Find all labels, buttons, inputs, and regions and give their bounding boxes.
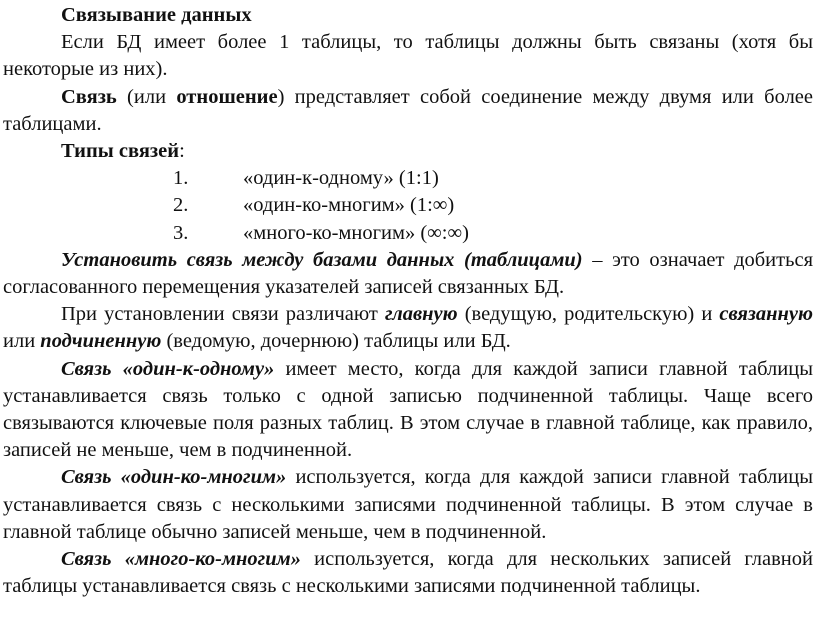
term-otnoshenie: отношение [176,85,278,108]
establish-text: – это означает добиться согласованного перемещения указателей записей связанных БД. [3,248,813,299]
list-item [3,165,813,192]
list-text: «один-к-одному» (1:1) [243,167,439,190]
term-one-to-many: Связь «один-ко-многим» [61,466,287,489]
text-or: (или [116,85,177,108]
term-main: главную [384,303,458,326]
relation-definition-text: ) представляет собой соединение между двумя или более таблицами. [3,85,813,135]
types-colon: : [179,140,185,163]
main-sub-text-2: (ведущую, родительскую) и [457,303,720,326]
term-subordinate: подчиненную [40,330,162,353]
many-to-many-text: используется, когда для нескольких записей главной таблицы устанавливается связь с несколькими записями подчиненной таблицы. [3,548,813,598]
document-page [3,2,813,600]
types-heading [3,138,813,165]
one-to-one-paragraph [3,356,813,465]
list-item [3,220,813,247]
main-sub-paragraph [3,301,813,355]
main-sub-text-1: При установлении связи различают [61,303,385,326]
list-number: 1. [173,167,189,190]
page-title: Связывание данных [61,4,252,26]
list-number: 3. [173,221,189,244]
one-to-many-paragraph [3,464,813,546]
one-to-many-text: используется, когда для каждой записи главной таблицы устанавливается связь с несколькими записями подчиненной таблицы. В этом случае в главной таблице обычно записей меньше, чем в подчиненной. [3,466,813,543]
term-relation: Связь [61,85,117,108]
term-many-to-many: Связь «много-ко-многим» [61,548,301,571]
many-to-many-paragraph [3,546,813,600]
main-sub-text-3: или [3,330,41,353]
one-to-one-text: имеет место, когда для каждой записи главной таблицы устанавливается связь только с одной записью подчиненной таблицы. Чаще всего связываются ключевые поля разных таблиц. В этом случае в главной таблице, как правило, записей не меньше, чем в подчиненной. [3,357,813,462]
list-text: «много-ко-многим» (∞:∞) [243,221,469,244]
main-sub-text-4: (ведомую, дочернюю) таблицы или БД. [161,330,511,353]
types-label: Типы связей [61,140,180,163]
list-number: 2. [173,194,189,217]
term-establish: Установить связь между базами данных (таблицами) [61,248,583,271]
intro-paragraph: Если БД имеет более 1 таблицы, то таблицы должны быть связаны (хотя бы некоторые из них). [3,31,813,81]
list-text: «один-ко-многим» (1:∞) [243,194,455,217]
term-linked: связанную [719,303,813,326]
term-one-to-one: Связь «один-к-одному» [61,357,275,380]
relation-definition-paragraph [3,84,813,138]
establish-paragraph [3,247,813,301]
list-item [3,192,813,219]
